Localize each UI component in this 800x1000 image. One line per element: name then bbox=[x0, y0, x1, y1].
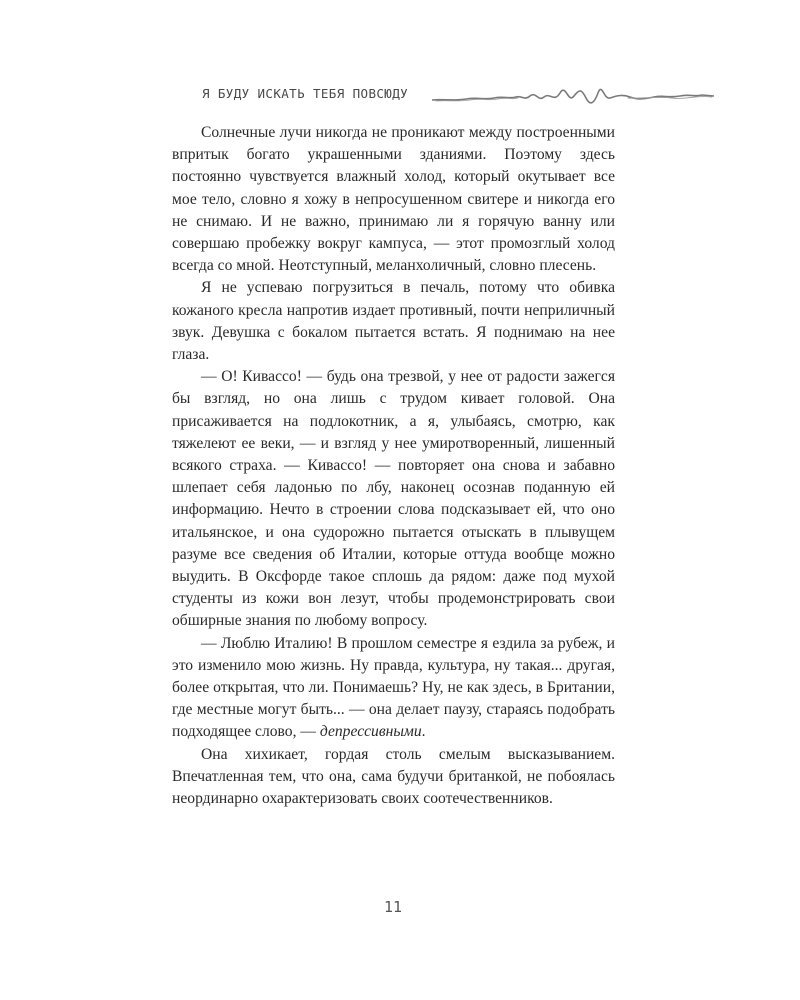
paragraph-4-text: — Люблю Италию! В прошлом семестре я ездила за рубеж, и это изменило мою жизнь. Ну правда, культура, ну такая... другая, более открытая, что ли. Понимаешь? Ну, не как здесь, в Британии, где местные могут быть... — она делает паузу, стараясь подобрать подходящее слово, — bbox=[172, 634, 615, 741]
paragraph-5: Она хихикает, гордая столь смелым высказыванием. Впечатленная тем, что она, сама будучи британкой, не побоялась неординарно охарактеризовать своих соотечественников. bbox=[172, 745, 615, 808]
paragraph-4-end: . bbox=[421, 723, 426, 741]
running-head bbox=[202, 84, 722, 108]
scribble-ornament-icon bbox=[432, 84, 714, 108]
paragraph-4-italic: депрессивными bbox=[319, 723, 422, 741]
page-number: 11 bbox=[383, 898, 403, 916]
paragraph-4 bbox=[172, 633, 615, 744]
paragraph-3: — О! Кивассо! — будь она трезвой, у нее от радости зажегся бы взгляд, но она лишь с трудом кивает головой. Она присаживается на подлокотник, а я, улыбаясь, смотрю, как тяжелеют ее веки, — и взгляд у нее умиротворенный, лишенный всякого страха. — Кивассо! — повторяет она снова и забавно шлепает себя ладонью по лбу, наконец осознав поданную ей информацию. Нечто в строении слова подсказывает ей, что оно итальянское, и она судорожно пытается отыскать в плывущем разуме все сведения об Италии, которые оттуда вообще можно выудить. В Оксфорде такое сплошь да рядом: даже под мухой студенты из кожи вон лезут, чтобы продемонстрировать свои обширные знания по любому вопросу. bbox=[172, 368, 615, 630]
body-text bbox=[172, 122, 615, 810]
running-title: Я БУДУ ИСКАТЬ ТЕБЯ ПОВСЮДУ bbox=[202, 86, 409, 101]
paragraph-2: Я не успеваю погрузиться в печаль, потому что обивка кожаного кресла напротив издает противный, почти неприличный звук. Девушка с бокалом пытается встать. Я поднимаю на нее глаза. bbox=[172, 279, 615, 364]
paragraph-1: Солнечные лучи никогда не проникают между построенными впритык богато украшенными зданиями. Поэтому здесь постоянно чувствуется влажный холод, который окутывает все мое тело, словно я хожу в непросушенном свитере и никогда его не снимаю. И не важно, принимаю ли я горячую ванну или совершаю пробежку вокруг кампуса, — этот промозглый холод всегда со мной. Неотступный, меланхоличный, словно плесень. bbox=[172, 124, 615, 275]
